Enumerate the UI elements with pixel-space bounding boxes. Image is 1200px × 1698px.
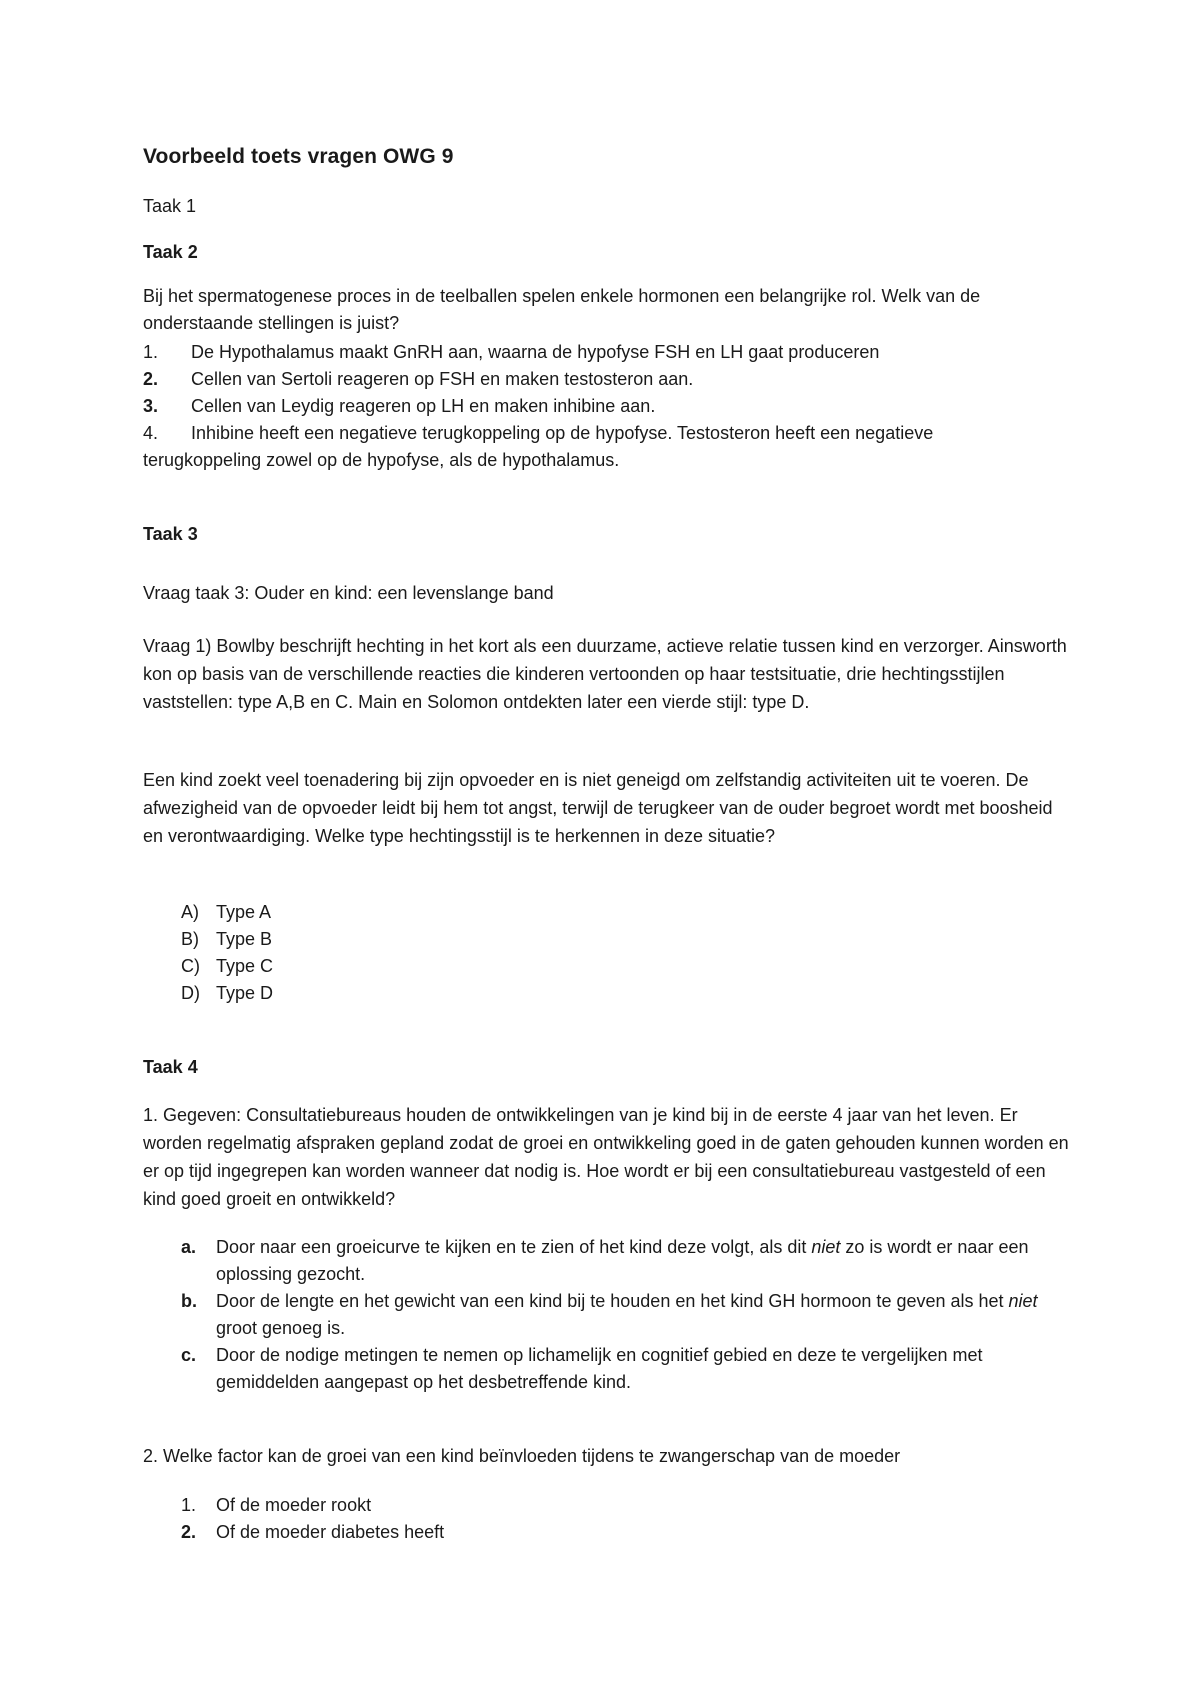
option-letter: c.: [181, 1345, 197, 1365]
option-text: Door naar een groeicurve te kijken en te zien of het kind deze volgt, als dit niet zo is wordt er naar een oplossing gezocht.: [216, 1237, 1029, 1284]
scenario-text: Een kind zoekt veel toenadering bij zijn opvoeder en is niet geneigd om zelfstandig activiteiten uit te voeren. De afwezigheid van de opvoeder leidt bij hem tot angst, terwijl de terugkeer van de ouder begroet wordt met boosheid en verontwaardiging. Welke type hechtingsstijl is te herkennen in deze situatie?: [143, 770, 1053, 846]
choice-label: B): [181, 929, 199, 949]
document-page: [143, 0, 1073, 1698]
list-item-text: Cellen van Sertoli reageren op FSH en maken testosteron aan.: [191, 369, 694, 389]
vraag-taak-3-title: Vraag taak 3: Ouder en kind: een levenslange band: [143, 583, 554, 603]
list-item-text: Of de moeder rookt: [216, 1495, 372, 1515]
list-item-continuation: terugkoppeling zowel op de hypofyse, als de hypothalamus.: [143, 450, 620, 470]
taak-2-heading: Taak 2: [143, 242, 198, 262]
taak-4-heading: Taak 4: [143, 1057, 198, 1077]
list-item-number: 2.: [181, 1522, 197, 1542]
vraag-1-text: Vraag 1) Bowlby beschrijft hechting in het kort als een duurzame, actieve relatie tussen kind en verzorger. Ainsworth kon op basis van de verschillende reacties die kinderen vertoonden op haar testsituatie, drie hechtingsstijlen vaststellen: type A,B en C. Main en Solomon ontdekten later een vierde stijl: type D.: [143, 636, 1067, 712]
choice-label: A): [181, 902, 199, 922]
list-item: [143, 366, 1073, 393]
list-item-number: 1.: [181, 1495, 197, 1515]
taak-2-intro: Bij het spermatogenese proces in de teelballen spelen enkele hormonen een belangrijke rol. Welk van de onderstaande stellingen is juist?: [143, 286, 981, 333]
list-item-text: Cellen van Leydig reageren op LH en maken inhibine aan.: [191, 396, 656, 416]
choice-text: Type D: [216, 983, 274, 1003]
list-item: [143, 1519, 1073, 1546]
taak-1-heading: Taak 1: [143, 196, 197, 216]
choice-text: Type B: [216, 929, 273, 949]
list-item-number: 1.: [143, 342, 159, 362]
answer-choice: [143, 926, 1073, 953]
answer-option: [143, 1342, 1073, 1396]
list-item-text: Inhibine heeft een negatieve terugkoppeling op de hypofyse. Testosteron heeft een negatieve: [191, 423, 934, 443]
list-item: [143, 420, 1073, 447]
list-item-text: De Hypothalamus maakt GnRH aan, waarna de hypofyse FSH en LH gaat produceren: [191, 342, 880, 362]
list-item-number: 2.: [143, 369, 159, 389]
list-item: [143, 339, 1073, 366]
choice-text: Type C: [216, 956, 274, 976]
answer-option: [143, 1288, 1073, 1342]
document-title: Voorbeeld toets vragen OWG 9: [143, 145, 454, 168]
list-item: [143, 1492, 1073, 1519]
option-letter: b.: [181, 1291, 197, 1311]
option-letter: a.: [181, 1237, 197, 1257]
choice-label: D): [181, 983, 200, 1003]
list-item-text: Of de moeder diabetes heeft: [216, 1522, 445, 1542]
choice-text: Type A: [216, 902, 272, 922]
answer-choice: [143, 953, 1073, 980]
taak-3-heading: Taak 3: [143, 524, 198, 544]
answer-choice: [143, 980, 1073, 1007]
option-text: Door de nodige metingen te nemen op lichamelijk en cognitief gebied en deze te vergelijken met gemiddelden aangepast op het desbetreffende kind.: [216, 1345, 983, 1392]
answer-choice: [143, 899, 1073, 926]
choice-label: C): [181, 956, 200, 976]
question-1-text: 1. Gegeven: Consultatiebureaus houden de ontwikkelingen van je kind bij in de eerste 4 jaar van het leven. Er worden regelmatig afspraken gepland zodat de groei en ontwikkeling goed in de gaten gehouden kunnen worden en er op tijd ingegrepen kan worden wanneer dat nodig is. Hoe wordt er bij een consultatiebureau vastgesteld of een kind goed groeit en ontwikkeld?: [143, 1105, 1069, 1209]
list-item-number: 3.: [143, 396, 159, 416]
question-2-text: 2. Welke factor kan de groei van een kind beïnvloeden tijdens te zwangerschap van de moeder: [143, 1446, 901, 1466]
list-item: [143, 393, 1073, 420]
option-text: Door de lengte en het gewicht van een kind bij te houden en het kind GH hormoon te geven als het niet groot genoeg is.: [216, 1291, 1038, 1338]
list-item-number: 4.: [143, 423, 159, 443]
answer-option: [143, 1234, 1073, 1288]
